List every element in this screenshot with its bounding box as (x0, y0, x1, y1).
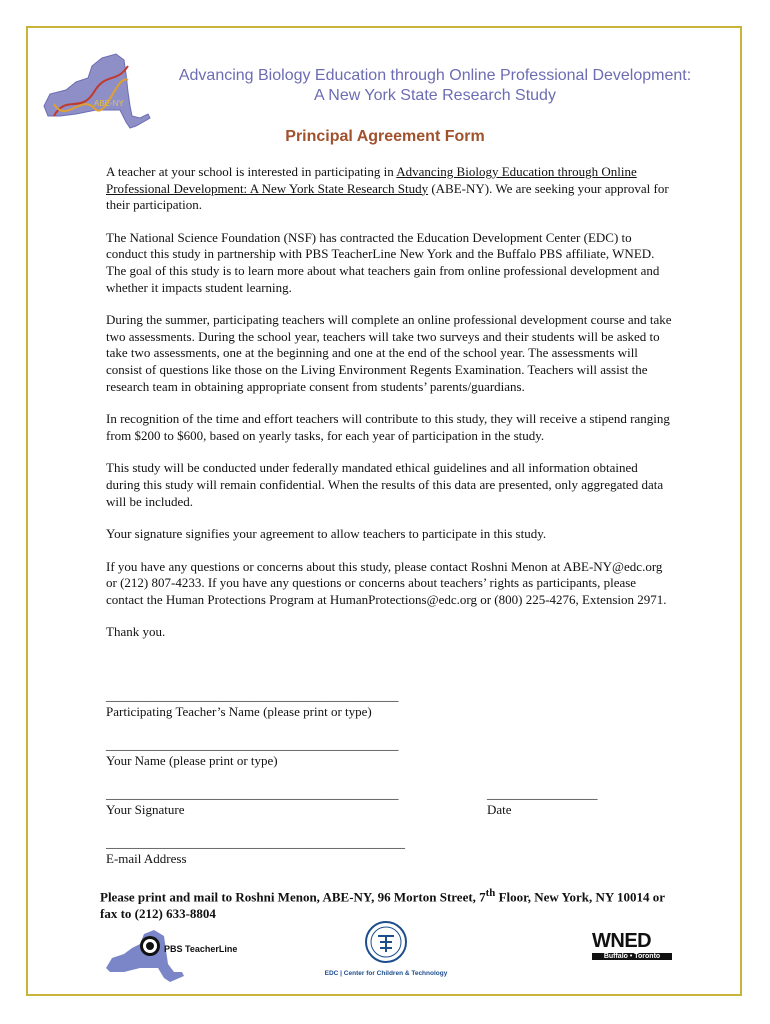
ny-state-icon (104, 928, 244, 988)
teacher-name-line[interactable]: _____________________________________________ (106, 688, 399, 703)
edc-logo (316, 918, 456, 980)
wned-logo (592, 930, 672, 970)
signature-field[interactable] (106, 786, 399, 818)
paragraph-contact: If you have any questions or concerns about this study, please contact Roshni Menon at ABE-NY@edc.org or (212) 807-4233. If you have any questions or concerns about teachers’ rights as participants, please contact the Human Protections Program at HumanProtections@edc.org or (800) 225-4276, Extension 2971. (106, 558, 667, 607)
pbs-teacherline-logo (104, 928, 244, 988)
abe-ny-logo-label: ABE-NY (94, 99, 124, 108)
paragraph-thanks: Thank you. (106, 624, 166, 640)
date-field[interactable] (487, 786, 598, 818)
your-name-field[interactable] (106, 737, 399, 769)
paragraph-intro: A teacher at your school is interested in participating in Advancing Biology Education through Online Professional Development: A New York State Research Study (ABE-NY). We are seeking your approval for their participation. (106, 164, 669, 213)
paragraph-nsf: The National Science Foundation (NSF) has contracted the Education Development Center (EDC) to conduct this study in partnership with PBS TeacherLine New York and the Buffalo PBS affiliate, WNED. The goal of this study is to learn more about what teachers gain from online professional development and whether it impacts student learning. (106, 229, 660, 295)
study-title (140, 66, 730, 106)
wned-sub-label: Buffalo • Toronto (592, 953, 672, 960)
paragraph-stipend: In recognition of the time and effort teachers will contribute to this study, they will receive a stipend ranging from $200 to $600, based on yearly tasks, for each year of participation in the study. (106, 411, 670, 443)
study-title-line2: A New York State Research Study (314, 87, 556, 104)
letter-body (106, 164, 672, 657)
signature-line[interactable]: _____________________________________________ (106, 786, 399, 801)
your-name-label: Your Name (please print or type) (106, 753, 278, 768)
email-field[interactable] (106, 835, 405, 867)
paragraph-ethics: This study will be conducted under federally mandated ethical guidelines and all information obtained during this study will remain confidential. When the results of this data are presented, only aggregated data will be included. (106, 460, 664, 509)
email-label: E-mail Address (106, 851, 187, 866)
your-name-line[interactable]: _____________________________________________ (106, 737, 399, 752)
paragraph-summer: During the summer, participating teachers will complete an online professional development course and take two assessments. During the school year, teachers will take two surveys and their students will be asked to take two assessments, one at the beginning and one at the end of the school year. The assessments will consist of questions like those on the Living Environment Regents Examination. Teachers will assist the research team in obtaining appropriate consent from students’ parents/guardians. (106, 312, 672, 394)
pbs-teacherline-label: PBS TeacherLine (164, 944, 238, 954)
signature-label: Your Signature (106, 802, 185, 817)
paragraph-signature: Your signature signifies your agreement to allow teachers to participate in this study. (106, 526, 547, 542)
email-line[interactable]: ______________________________________________ (106, 835, 405, 850)
study-title-line1: Advancing Biology Education through Online Professional Development: (178, 67, 692, 84)
teacher-name-field[interactable] (106, 688, 399, 720)
study-name-link: Advancing Biology Education through Online Professional Development: A New York State Research Study (106, 164, 637, 196)
edc-seal-icon (316, 918, 456, 968)
mailing-instructions: Please print and mail to Roshni Menon, ABE-NY, 96 Morton Street, 7th Floor, New York, NY 10014 or fax to (212) 633-8804 (100, 887, 665, 922)
date-label: Date (487, 802, 512, 817)
teacher-name-label: Participating Teacher’s Name (please print or type) (106, 704, 372, 719)
form-title: Principal Agreement Form (285, 128, 485, 145)
edc-label: EDC | Center for Children & Technology (324, 970, 448, 977)
wned-label: WNED (592, 930, 652, 952)
date-line[interactable]: _________________ (487, 786, 598, 801)
